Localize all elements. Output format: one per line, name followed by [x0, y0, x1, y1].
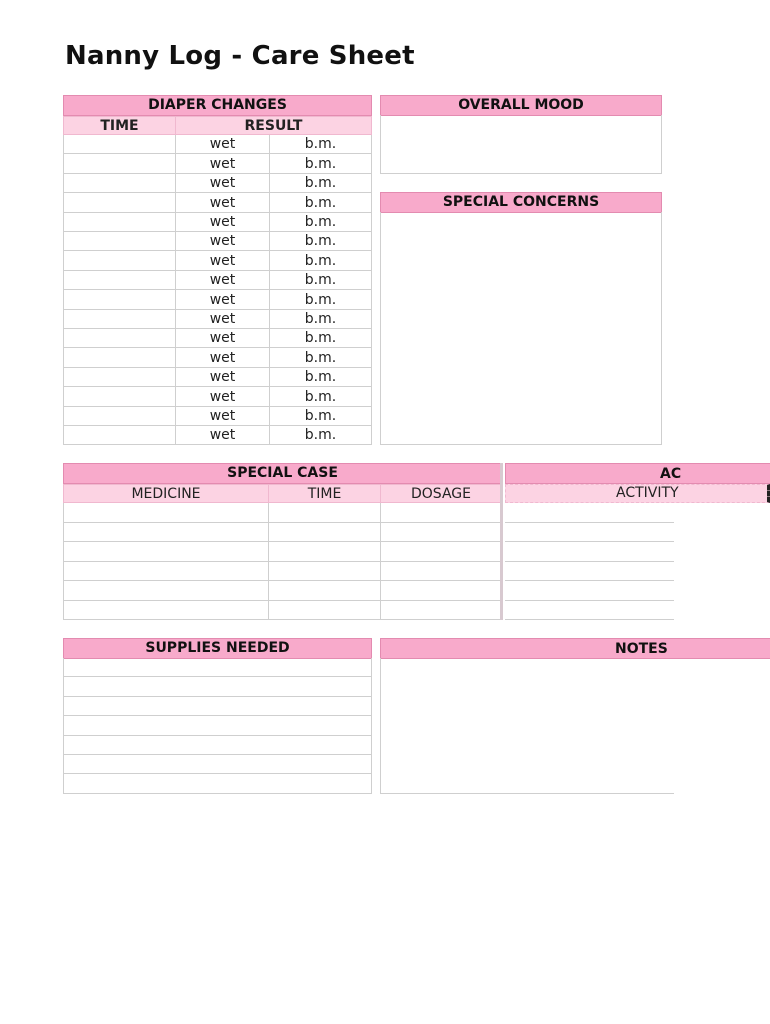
activities-header: AC	[660, 466, 682, 482]
diaper-wet-option[interactable]: wet	[175, 329, 270, 348]
diaper-wet-option[interactable]: wet	[175, 232, 270, 251]
diaper-time-cell[interactable]	[63, 193, 176, 213]
overall-mood-field[interactable]	[380, 115, 662, 174]
medicine-time-column-header: TIME	[268, 484, 381, 503]
diaper-bm-option[interactable]: b.m.	[269, 407, 372, 426]
supplies-row[interactable]	[63, 774, 372, 794]
diaper-wet-option[interactable]: wet	[175, 271, 270, 290]
diaper-bm-option[interactable]: b.m.	[269, 271, 372, 290]
diaper-wet-option[interactable]: wet	[175, 387, 270, 407]
diaper-bm-option[interactable]: b.m.	[269, 348, 372, 368]
diaper-time-cell[interactable]	[63, 407, 176, 426]
dosage-cell[interactable]	[380, 523, 501, 542]
diaper-wet-option[interactable]: wet	[175, 368, 270, 387]
diaper-bm-option[interactable]: b.m.	[269, 310, 372, 329]
medicine-cell[interactable]	[63, 562, 269, 581]
diaper-bm-option[interactable]: b.m.	[269, 232, 372, 251]
dosage-cell[interactable]	[380, 542, 501, 562]
activity-cell[interactable]	[505, 542, 674, 562]
diaper-bm-option[interactable]: b.m.	[269, 154, 372, 174]
diaper-wet-option[interactable]: wet	[175, 213, 270, 232]
diaper-time-cell[interactable]	[63, 174, 176, 193]
page-title: Nanny Log - Care Sheet	[65, 41, 415, 71]
supplies-row[interactable]	[63, 658, 372, 677]
diaper-bm-option[interactable]: b.m.	[269, 426, 372, 445]
medicine-column-header: MEDICINE	[63, 484, 269, 503]
medicine-time-cell[interactable]	[268, 581, 381, 601]
medicine-cell[interactable]	[63, 503, 269, 523]
diaper-result-column-header: RESULT	[175, 116, 372, 135]
diaper-bm-option[interactable]: b.m.	[269, 387, 372, 407]
notes-header: NOTES	[615, 641, 668, 657]
dosage-cell[interactable]	[380, 503, 501, 523]
diaper-time-cell[interactable]	[63, 329, 176, 348]
special-case-header: SPECIAL CASE	[63, 463, 502, 484]
medicine-time-cell[interactable]	[268, 503, 381, 523]
diaper-time-cell[interactable]	[63, 310, 176, 329]
supplies-row[interactable]	[63, 716, 372, 736]
medicine-cell[interactable]	[63, 581, 269, 601]
diaper-wet-option[interactable]: wet	[175, 154, 270, 174]
supplies-needed-header: SUPPLIES NEEDED	[63, 638, 372, 659]
diaper-bm-option[interactable]: b.m.	[269, 290, 372, 310]
diaper-bm-option[interactable]: b.m.	[269, 213, 372, 232]
medicine-cell[interactable]	[63, 542, 269, 562]
supplies-row[interactable]	[63, 697, 372, 716]
diaper-time-cell[interactable]	[63, 387, 176, 407]
diaper-wet-option[interactable]: wet	[175, 290, 270, 310]
medicine-time-cell[interactable]	[268, 542, 381, 562]
dosage-cell[interactable]	[380, 581, 501, 601]
section-divider	[500, 463, 503, 620]
activity-cell[interactable]	[505, 581, 674, 601]
diaper-time-cell[interactable]	[63, 368, 176, 387]
diaper-time-cell[interactable]	[63, 290, 176, 310]
diaper-bm-option[interactable]: b.m.	[269, 135, 372, 154]
diaper-time-cell[interactable]	[63, 213, 176, 232]
dosage-cell[interactable]	[380, 562, 501, 581]
dosage-cell[interactable]	[380, 601, 501, 620]
diaper-changes-header: DIAPER CHANGES	[63, 95, 372, 116]
diaper-bm-option[interactable]: b.m.	[269, 174, 372, 193]
diaper-time-cell[interactable]	[63, 348, 176, 368]
medicine-time-cell[interactable]	[268, 562, 381, 581]
diaper-time-cell[interactable]	[63, 426, 176, 445]
diaper-wet-option[interactable]: wet	[175, 348, 270, 368]
notes-field[interactable]	[380, 658, 674, 794]
medicine-time-cell[interactable]	[268, 601, 381, 620]
special-concerns-header: SPECIAL CONCERNS	[380, 192, 662, 213]
activity-cell[interactable]	[505, 601, 674, 620]
supplies-row[interactable]	[63, 736, 372, 755]
diaper-wet-option[interactable]: wet	[175, 174, 270, 193]
diaper-wet-option[interactable]: wet	[175, 251, 270, 271]
dosage-column-header: DOSAGE	[380, 484, 502, 503]
diaper-time-cell[interactable]	[63, 251, 176, 271]
activity-cell[interactable]	[505, 523, 674, 542]
diaper-wet-option[interactable]: wet	[175, 135, 270, 154]
medicine-time-cell[interactable]	[268, 523, 381, 542]
medicine-cell[interactable]	[63, 523, 269, 542]
supplies-row[interactable]	[63, 677, 372, 697]
medicine-cell[interactable]	[63, 601, 269, 620]
diaper-time-cell[interactable]	[63, 135, 176, 154]
diaper-time-cell[interactable]	[63, 271, 176, 290]
overall-mood-header: OVERALL MOOD	[380, 95, 662, 116]
activity-column-header: ACTIVITY	[616, 485, 679, 501]
special-concerns-field[interactable]	[380, 212, 662, 445]
diaper-wet-option[interactable]: wet	[175, 193, 270, 213]
supplies-row[interactable]	[63, 755, 372, 774]
activity-cell[interactable]	[505, 562, 674, 581]
activity-cell[interactable]	[505, 503, 674, 523]
diaper-time-cell[interactable]	[63, 154, 176, 174]
diaper-wet-option[interactable]: wet	[175, 310, 270, 329]
diaper-wet-option[interactable]: wet	[175, 426, 270, 445]
diaper-time-cell[interactable]	[63, 232, 176, 251]
diaper-bm-option[interactable]: b.m.	[269, 329, 372, 348]
diaper-time-column-header: TIME	[63, 116, 176, 135]
diaper-wet-option[interactable]: wet	[175, 407, 270, 426]
diaper-bm-option[interactable]: b.m.	[269, 251, 372, 271]
diaper-bm-option[interactable]: b.m.	[269, 368, 372, 387]
diaper-bm-option[interactable]: b.m.	[269, 193, 372, 213]
